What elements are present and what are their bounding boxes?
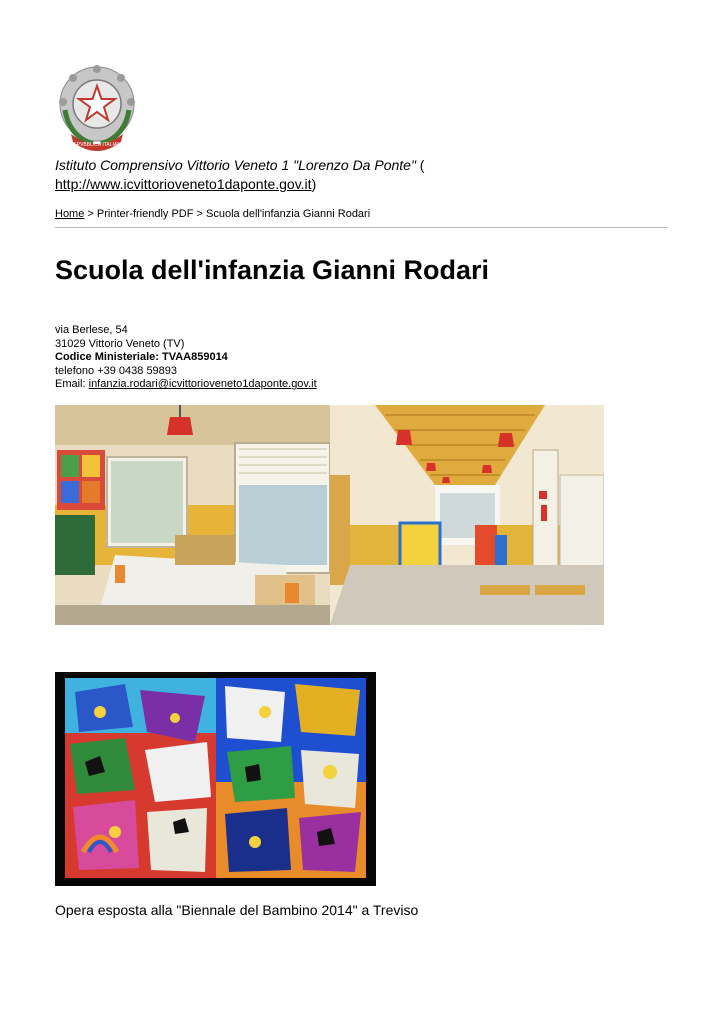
classroom-photo — [55, 405, 604, 625]
email-row — [55, 378, 317, 392]
page-title: Scuola dell'infanzia Gianni Rodari — [55, 255, 489, 285]
children-artwork — [55, 672, 376, 886]
breadcrumb-item-pdf: Printer-friendly PDF — [96, 208, 194, 220]
breadcrumb — [55, 208, 370, 220]
breadcrumb-separator: > — [84, 208, 97, 220]
breadcrumb-home-link[interactable]: Home — [55, 208, 85, 220]
breadcrumb-item-current: Scuola dell'infanzia Gianni Rodari — [206, 208, 371, 220]
close-paren: ) — [311, 176, 317, 192]
header-divider — [55, 227, 668, 228]
breadcrumb-separator: > — [193, 208, 207, 220]
org-name: Istituto Comprensivo Vittorio Veneto 1 "Lorenzo Da Ponte" — [55, 157, 416, 173]
site-url-link[interactable]: http://www.icvittorioveneto1daponte.gov.it — [55, 176, 312, 192]
artwork-caption: Opera esposta alla "Biennale del Bambino 2014" a Treviso — [55, 902, 419, 918]
site-header — [55, 156, 695, 194]
ministerial-code: Codice Ministeriale: TVAA859014 — [55, 351, 228, 364]
email-link[interactable]: infanzia.rodari@icvittorioveneto1daponte.gov.it — [88, 378, 317, 391]
address-city: 31029 Vittorio Veneto (TV) — [55, 337, 185, 350]
email-label: Email: — [55, 378, 89, 391]
open-paren: ( — [415, 157, 425, 173]
repubblica-italiana-emblem-icon — [55, 64, 139, 152]
emblem-ribbon-text: REPVBBLICA ITALIANA — [69, 142, 125, 148]
phone-number: telefono +39 0438 59893 — [55, 364, 178, 377]
address-street: via Berlese, 54 — [55, 324, 128, 336]
contact-block — [55, 324, 317, 392]
